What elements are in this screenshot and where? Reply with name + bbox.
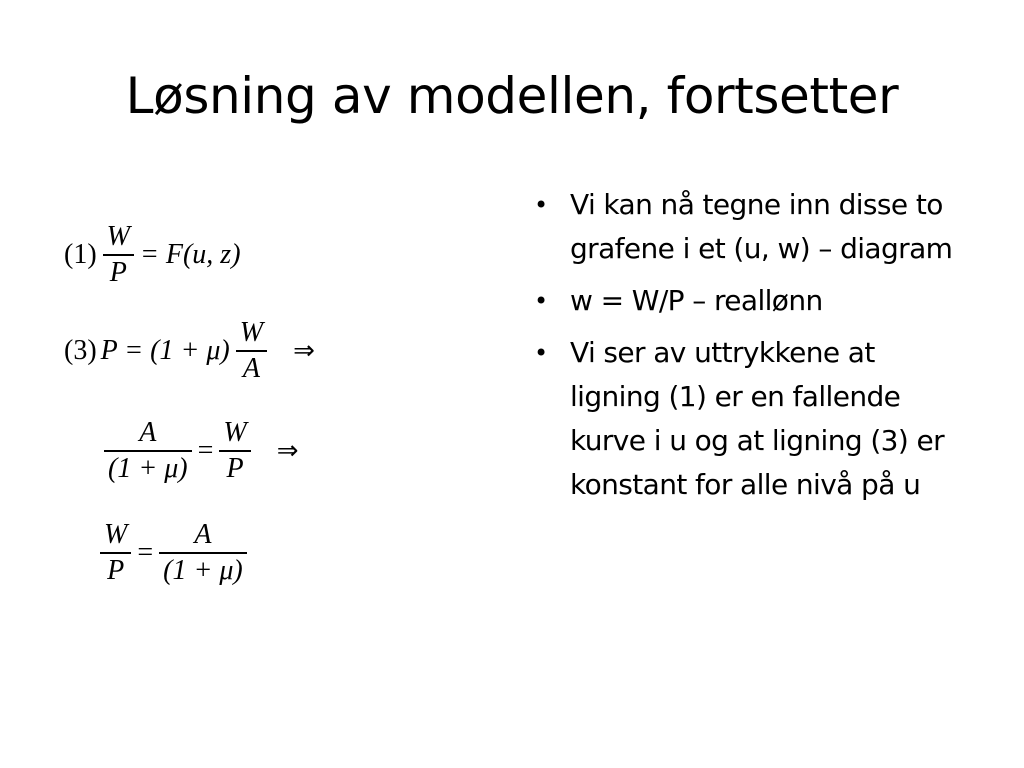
- equation-5-right-fraction: [159, 518, 247, 588]
- equation-4-left-numerator: A: [139, 417, 157, 448]
- equation-1-label: (1): [64, 238, 97, 270]
- equation-1-rhs: = F(u, z): [139, 238, 241, 270]
- equation-3-denominator: A: [242, 352, 260, 384]
- equation-4-right-denominator: P: [226, 452, 244, 484]
- equation-5-left-fraction: [100, 518, 131, 588]
- equation-4-right-numerator: W: [223, 417, 247, 448]
- equation-4-left-denominator: (1 + μ): [108, 452, 188, 484]
- bullet-item: [532, 331, 972, 507]
- bullet-list: [532, 183, 972, 515]
- equation-5-equals: =: [137, 536, 154, 568]
- equation-4-right-fraction: [219, 416, 250, 486]
- bullet-text: Vi kan nå tegne inn disse to grafene i et (u, w) – diagram: [570, 188, 953, 265]
- equation-1-fraction: [103, 220, 134, 290]
- implies-arrow-icon: ⇒: [276, 435, 299, 466]
- equation-4: [100, 416, 299, 486]
- equation-3: [62, 316, 315, 386]
- equation-5-left-numerator: W: [104, 519, 128, 550]
- equation-5: [96, 518, 251, 588]
- implies-arrow-icon: ⇒: [293, 335, 315, 366]
- bullet-item: [532, 279, 972, 323]
- slide-title: Løsning av modellen, fortsetter: [125, 67, 899, 125]
- bullet-text: w = W/P – reallønn: [570, 284, 823, 317]
- equation-5-left-denominator: P: [107, 554, 125, 586]
- equation-3-label: (3): [64, 334, 97, 366]
- equation-3-numerator: W: [239, 317, 264, 348]
- equations-block: [62, 220, 392, 620]
- equation-3-lhs: P = (1 + μ): [100, 334, 230, 366]
- equation-4-left-fraction: [104, 416, 192, 486]
- equation-1-numerator: W: [106, 221, 130, 252]
- equation-5-right-numerator: A: [194, 519, 212, 550]
- bullet-icon: •: [534, 287, 548, 315]
- bullet-icon: •: [534, 339, 548, 367]
- equation-3-fraction: [236, 316, 267, 386]
- bullet-item: [532, 183, 972, 271]
- bullet-icon: •: [534, 191, 548, 219]
- equation-1-denominator: P: [109, 256, 127, 288]
- equation-4-equals: =: [197, 434, 214, 466]
- equation-1: [62, 220, 243, 290]
- equation-5-right-denominator: (1 + μ): [163, 554, 243, 586]
- bullet-text: Vi ser av uttrykkene at ligning (1) er en fallende kurve i u og at ligning (3) er konstant for alle nivå på u: [570, 336, 945, 501]
